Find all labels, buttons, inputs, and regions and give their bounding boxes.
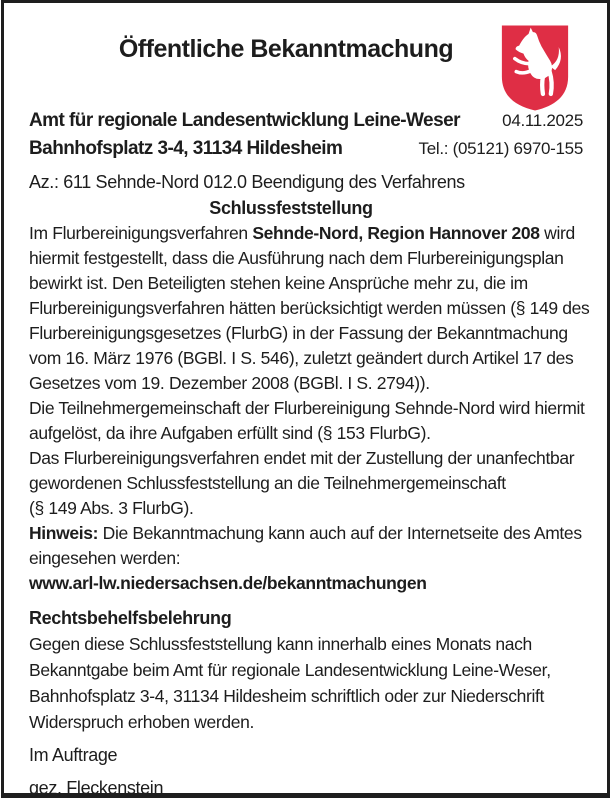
- agency-header-row-2: [29, 135, 583, 163]
- body-text: [29, 221, 590, 596]
- closing-signature: gez. Fleckenstein: [29, 778, 164, 798]
- text-line: Das Flurbereinigungsverfahren endet mit der Zustellung der unanfechtbar: [29, 448, 575, 468]
- text-line: Bahnhofsplatz 3-4, 31134 Hildesheim schriftlich oder zur Niederschrift: [29, 686, 545, 706]
- text-line: bewirkt ist. Den Beteiligten stehen keine Ansprüche mehr zu, die im: [29, 273, 528, 293]
- text-line: Flurbereinigungsgesetzes (FlurbG) in der Fassung der Bekanntmachung: [29, 323, 568, 343]
- document-border-frame: [1, 0, 610, 798]
- section-heading-rechtsbehelfsbelehrung: Rechtsbehelfsbelehrung: [29, 608, 232, 628]
- text-line: Bekanntgabe beim Amt für regionale Landesentwicklung Leine-Weser,: [29, 660, 551, 680]
- text-line: Gesetzes vom 19. Dezember 2008 (BGBl. I S. 2794)).: [29, 373, 430, 393]
- text-line: Flurbereinigungsverfahren hätten berücksichtigt werden müssen (§ 149 des: [29, 298, 590, 318]
- crest-svg: [499, 20, 571, 116]
- appeal-text: [29, 631, 583, 735]
- niedersachsen-coat-of-arms-icon: [499, 20, 571, 116]
- text-line: eingesehen werden:: [29, 548, 181, 568]
- closing-on-behalf: Im Auftrage: [29, 745, 118, 765]
- page-title: Öffentliche Bekanntmachung: [118, 35, 454, 63]
- section-heading-schlussfeststellung: Schlussfeststellung: [209, 198, 373, 218]
- text-line: aufgelöst, da ihre Aufgaben erfüllt sind (§ 153 FlurbG).: [29, 423, 431, 443]
- text-line: gewordenen Schlussfeststellung an die Teilnehmergemeinschaft: [29, 473, 506, 493]
- text-line: www.arl-lw.niedersachsen.de/bekanntmachungen: [29, 573, 427, 593]
- text-line: Widerspruch erhoben werden.: [29, 712, 254, 732]
- text-line: Hinweis: Die Bekanntmachung kann auch auf der Internetseite des Amtes: [29, 523, 582, 543]
- text-line: hiermit festgestellt, dass die Ausführung nach dem Flurbereinigungsplan: [29, 248, 564, 268]
- text-line: vom 16. März 1976 (BGBl. I S. 546), zuletzt geändert durch Artikel 17 des: [29, 348, 574, 368]
- notice-date: 04.11.2025: [502, 111, 583, 130]
- text-line: Gegen diese Schlussfeststellung kann innerhalb eines Monats nach: [29, 634, 532, 654]
- text-line: Im Flurbereinigungsverfahren Sehnde-Nord, Region Hannover 208 wird: [29, 223, 575, 243]
- agency-name: Amt für regionale Landesentwicklung Leine-Weser: [29, 110, 460, 131]
- agency-address: Bahnhofsplatz 3-4, 31134 Hildesheim: [29, 138, 343, 159]
- text-line: Die Teilnehmergemeinschaft der Flurbereinigung Sehnde-Nord wird hiermit: [29, 398, 585, 418]
- agency-phone: Tel.: (05121) 6970-155: [418, 139, 583, 158]
- file-reference: Az.: 611 Sehnde-Nord 012.0 Beendigung des Verfahrens: [29, 172, 465, 192]
- document-content: [4, 3, 607, 798]
- text-line: (§ 149 Abs. 3 FlurbG).: [29, 498, 194, 518]
